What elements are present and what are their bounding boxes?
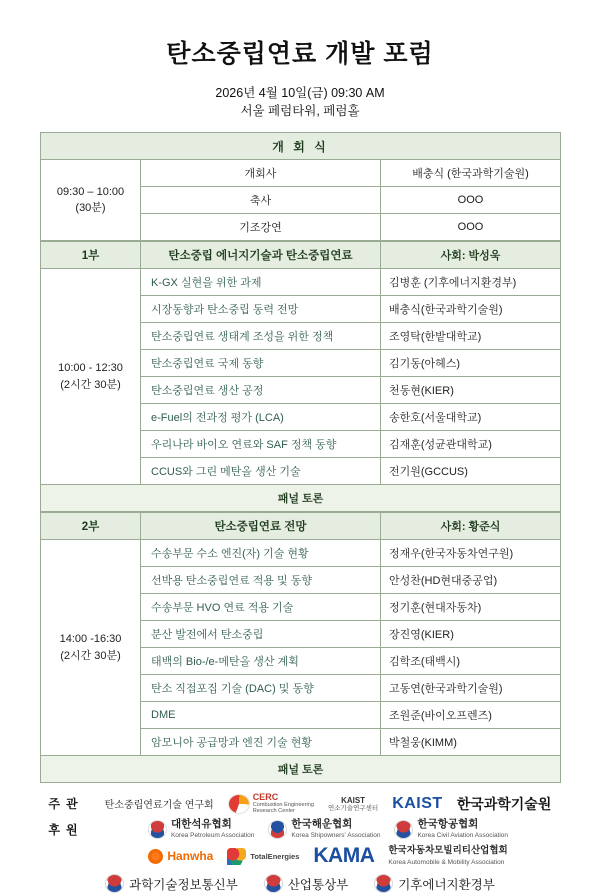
organizer-logos [96, 793, 560, 814]
organizer-tag: 주관 [48, 797, 84, 812]
supporter-logos-row-2 [96, 844, 560, 868]
session-2-title: 탄소중립연료 전망 [141, 513, 381, 540]
table-row [41, 513, 561, 540]
session-1-speaker: 천동현(KIER) [381, 377, 561, 404]
session-1-topic: 시장동향과 탄소중립 동력 전망 [141, 296, 381, 323]
opening-duration: (30분) [75, 202, 106, 215]
session-2-table [40, 512, 561, 783]
session-1-topic: 탄소중립연료 국제 동향 [141, 350, 381, 377]
gov-taegeuk-icon [105, 874, 124, 893]
supporter-name-1: 한국해운협회 [291, 818, 353, 831]
gov-taegeuk-icon [374, 874, 393, 893]
logo-shipowners-association [268, 818, 380, 840]
opening-item-title: 개회사 [141, 160, 381, 187]
session-2-speaker: 김학조(태백시) [381, 648, 561, 675]
cerc-text [253, 793, 314, 814]
opening-ceremony-table [40, 132, 561, 241]
logo-organizer-research-group [105, 796, 214, 811]
table-row [41, 160, 561, 187]
session-1-duration: (2시간 30분) [60, 378, 121, 391]
ministry-name-1: 산업통상부 [287, 877, 349, 892]
supporter-name-0: 대한석유협회 [170, 818, 232, 831]
supporter-name-2: 한국항공협회 [417, 818, 479, 831]
logo-hanwha [148, 849, 213, 864]
session-2-time-cell [41, 540, 141, 756]
session-2-topic: 수송부문 수소 엔진(자) 기술 현황 [141, 540, 381, 567]
ministry-name-0: 과학기술정보통신부 [129, 877, 238, 892]
session-1-table [40, 241, 561, 512]
petroleum-assoc-text [171, 818, 254, 840]
organizer-name-3: KAIST [392, 794, 443, 812]
event-venue: 서울 페럼타워, 페럼홀 [240, 104, 360, 119]
session-1-speaker: 전기원(GCCUS) [381, 458, 561, 485]
table-row [41, 133, 561, 160]
opening-item-speaker: OOO [381, 214, 561, 241]
sponsor-section [40, 793, 560, 893]
session-1-topic: 탄소중립연료 생산 공정 [141, 377, 381, 404]
logo-cerc [228, 793, 314, 814]
organizer-name-1: CERC [252, 792, 279, 803]
session-2-speaker: 정기훈(현대자동차) [381, 594, 561, 621]
ministry-row [40, 874, 560, 893]
session-2-topic: DME [141, 702, 381, 729]
shipowners-assoc-text [291, 818, 380, 840]
logo-ministry-climate-energy-environment [374, 874, 495, 893]
page-title: 탄소중립연료 개발 포럼 [166, 40, 434, 68]
session-2-duration: (2시간 30분) [60, 649, 121, 662]
supporter-sub-1: Korea Shipowners' Association [291, 832, 381, 840]
opening-item-title: 기조강연 [141, 214, 381, 241]
session-2-topic: 수송부문 HVO 연료 적용 기술 [141, 594, 381, 621]
session-2-time: 14:00 -16:30 [59, 633, 122, 646]
organizer-name-0: 탄소중립연료기술 연구회 [104, 800, 214, 812]
organizer-name-4: 한국과학기술원 [456, 795, 552, 812]
session-1-label: 1부 [41, 242, 141, 269]
totalenergies-icon [227, 848, 246, 865]
kaist-center-text [328, 796, 378, 813]
table-row [41, 485, 561, 512]
cerc-sub-2: Research Center [252, 807, 295, 814]
logo-totalenergies [227, 848, 299, 865]
supporter-name-5: KAMA [313, 844, 375, 868]
session-2-speaker: 정재우(한국자동차연구원) [381, 540, 561, 567]
session-1-topic: K-GX 실현을 위한 과제 [141, 269, 381, 296]
event-subtitle [40, 84, 560, 120]
supporter-row-2 [40, 844, 560, 868]
session-2-topic: 태백의 Bio-/e-메탄올 생산 계획 [141, 648, 381, 675]
hanwha-icon [148, 849, 163, 864]
session-1-topic: CCUS와 그린 메탄올 생산 기술 [141, 458, 381, 485]
session-2-speaker: 조원준(바이오프렌즈) [381, 702, 561, 729]
supporter-row-1 [40, 818, 560, 840]
supporter-name-4: TotalEnergies [250, 851, 300, 861]
supporter-logos-row-1 [96, 818, 560, 840]
cerc-flame-icon [228, 794, 250, 814]
petroleum-assoc-icon [148, 820, 167, 839]
supporter-sub-6: Korea Automobile & Mobility Association [388, 858, 505, 866]
opening-item-speaker: OOO [381, 187, 561, 214]
ministry-name-2: 기후에너지환경부 [398, 877, 495, 892]
table-row [41, 269, 561, 296]
aviation-assoc-icon [394, 820, 413, 839]
opening-time: 09:30 – 10:00 [56, 185, 125, 198]
event-datetime: 2026년 4월 10일(금) 09:30 AM [215, 86, 385, 100]
logo-kaist-center [328, 796, 378, 813]
session-2-topic: 암모니아 공급망과 엔진 기술 현황 [141, 729, 381, 756]
session-1-topic: e-Fuel의 전과정 평가 (LCA) [141, 404, 381, 431]
session-2-speaker: 장진영(KIER) [381, 621, 561, 648]
session-2-topic: 탄소 직접포집 기술 (DAC) 및 동향 [141, 675, 381, 702]
session-1-speaker: 배충식(한국과학기술원) [381, 296, 561, 323]
session-1-panel-label: 패널 토론 [41, 485, 561, 512]
supporter-sub-0: Korea Petroleum Association [170, 832, 255, 840]
supporter-tag: 후원 [48, 822, 84, 837]
aviation-assoc-text [417, 818, 508, 840]
logo-kist-wordmark [457, 794, 552, 814]
session-1-speaker: 김재훈(성균관대학교) [381, 431, 561, 458]
shipowners-assoc-icon [268, 820, 287, 839]
logo-aviation-association [394, 818, 508, 840]
logo-ministry-science-ict [105, 874, 238, 893]
session-1-speaker: 김기동(아헤스) [381, 350, 561, 377]
session-1-host: 사회: 박성욱 [381, 242, 561, 269]
session-1-speaker: 조영탁(한밭대학교) [381, 323, 561, 350]
session-1-title: 탄소중립 에너지기술과 탄소중립연료 [141, 242, 381, 269]
session-1-topic: 우리나라 바이오 연료와 SAF 정책 동향 [141, 431, 381, 458]
gov-taegeuk-icon [264, 874, 283, 893]
supporter-name-6: 한국자동차모빌리티산업협회 [388, 844, 508, 856]
session-1-speaker: 송한호(서울대학교) [381, 404, 561, 431]
cerc-sub-1: Combustion Engineering [252, 801, 314, 808]
logo-kama-text [388, 846, 507, 867]
logo-petroleum-association [148, 818, 254, 840]
organizer-name-2: KAIST [341, 795, 366, 805]
organizer-row [40, 793, 560, 814]
session-2-label: 2부 [41, 513, 141, 540]
session-1-topic: 탄소중립연료 생태계 조성을 위한 정책 [141, 323, 381, 350]
supporter-sub-2: Korea Civil Aviation Association [417, 832, 509, 840]
table-row [41, 540, 561, 567]
opening-time-cell [41, 160, 141, 241]
kaist-center-sub: 연소기술연구센터 [327, 804, 379, 812]
opening-item-title: 축사 [141, 187, 381, 214]
table-row [41, 756, 561, 783]
logo-kaist-wordmark [392, 795, 443, 813]
session-1-speaker: 김병훈 (기후에너지환경부) [381, 269, 561, 296]
table-row [41, 242, 561, 269]
logo-kama-wordmark [313, 844, 374, 868]
kama-text-block [388, 846, 507, 867]
logo-ministry-trade-industry [264, 874, 348, 893]
opening-band-label: 개 회 식 [41, 133, 561, 160]
session-1-time-cell [41, 269, 141, 485]
session-1-time: 10:00 - 12:30 [58, 362, 123, 375]
session-2-host: 사회: 황준식 [381, 513, 561, 540]
session-2-panel-label: 패널 토론 [41, 756, 561, 783]
session-2-speaker: 박철웅(KIMM) [381, 729, 561, 756]
opening-item-speaker: 배충식 (한국과학기술원) [381, 160, 561, 187]
session-2-speaker: 안성찬(HD현대중공업) [381, 567, 561, 594]
session-2-topic: 분산 발전에서 탄소중립 [141, 621, 381, 648]
supporter-name-3: Hanwha [167, 849, 214, 864]
session-2-topic: 선박용 탄소중립연료 적용 및 동향 [141, 567, 381, 594]
session-2-speaker: 고동연(한국과학기술원) [381, 675, 561, 702]
